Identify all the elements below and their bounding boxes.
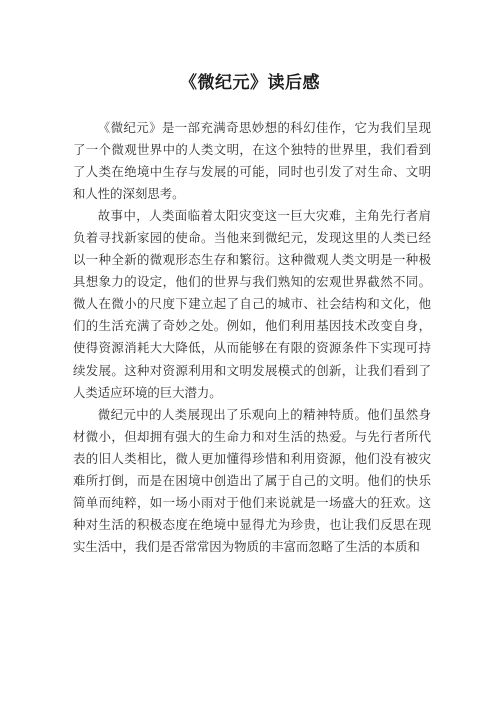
document-title: 《微纪元》读后感 xyxy=(180,73,320,93)
paragraph-spirit: 微纪元中的人类展现出了乐观向上的精神特质。他们虽然身材微小，但却拥有强大的生命力和对生活的热爱。与先行者所代表的旧人类相比，微人更加懂得珍惜和利用资源，他们没有被灾难所打倒，而是在困境中创造出了属于自己的文明。他们的快乐简单而纯粹，如一场小雨对于他们来说就是一场盛大的狂欢。这种对生活的积极态度在绝境中显得尤为珍贵，也让我们反思在现实生活中，我们是否常常因为物质的丰富而忽略了生活的本质和 xyxy=(73,406,431,554)
paragraph-story: 故事中，人类面临着太阳灾变这一巨大灾难，主角先行者肩负着寻找新家园的使命。当他来到微纪元，发现这里的人类已经以一种全新的微观形态生存和繁衍。这种微观人类文明是一种极具想象力的设定，他们的世界与我们熟知的宏观世界截然不同。微人在微小的尺度下建立起了自己的城市、社会结构和文化，他们的生活充满了奇妙之处。例如，他们利用基因技术改变自身，使得资源消耗大大降低，从而能够在有限的资源条件下实现可持续发展。这种对资源利用和文明发展模式的创新，让我们看到了人类适应环境的巨大潜力。 xyxy=(73,208,431,400)
paragraph-intro: 《微纪元》是一部充满奇思妙想的科幻佳作，它为我们呈现了一个微观世界中的人类文明，在这个独特的世界里，我们看到了人类在绝境中生存与发展的可能，同时也引发了对生命、文明和人性的深刻思考。 xyxy=(73,120,431,202)
document-body xyxy=(73,117,431,558)
